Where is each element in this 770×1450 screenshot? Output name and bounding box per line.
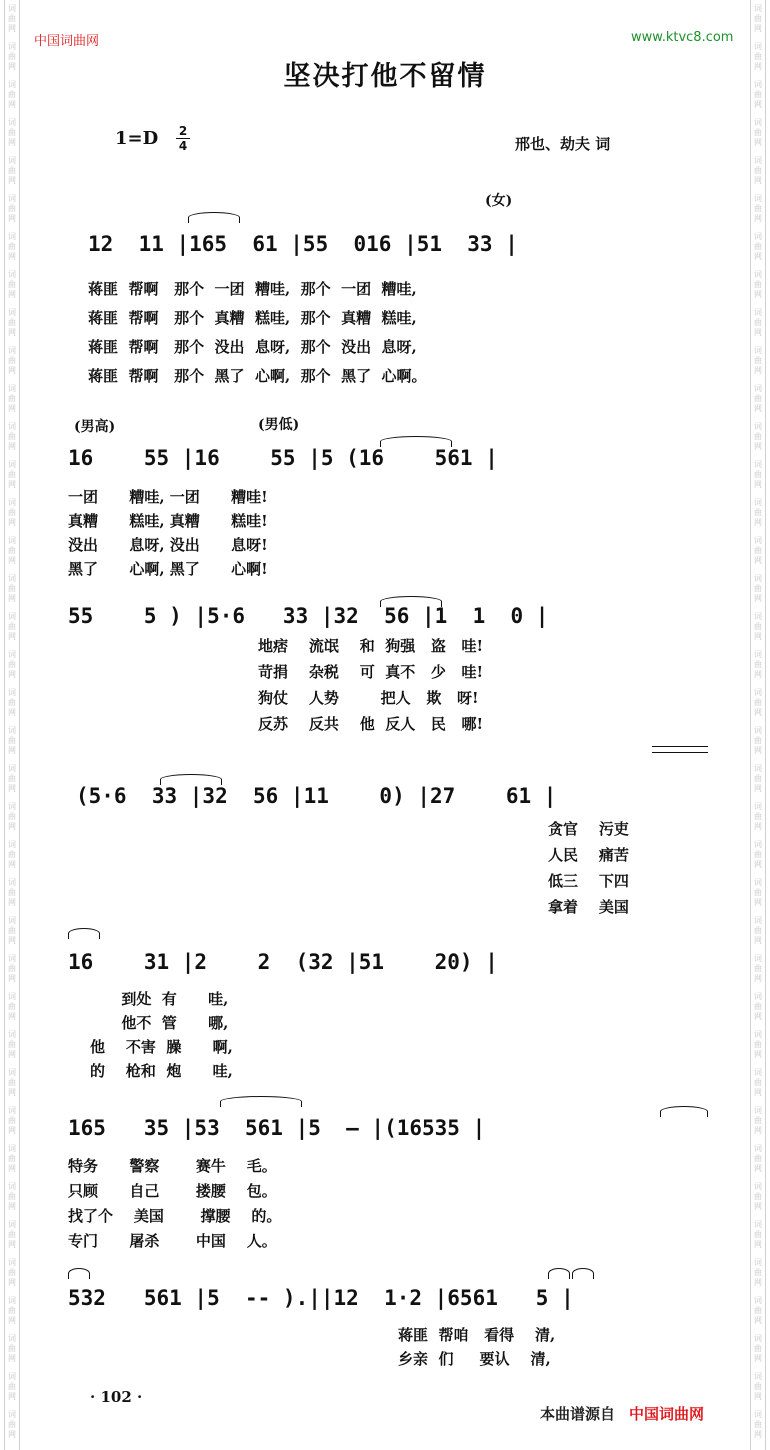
watermark-glyph: 网 — [754, 1278, 762, 1287]
watermark-glyph: 曲 — [8, 394, 16, 403]
lyric-line-7-1: 蒋匪 帮咱 看得 清, — [398, 1326, 556, 1344]
watermark-glyph: 词 — [8, 764, 16, 773]
watermark-glyph: 网 — [754, 1012, 762, 1021]
female-voice-mark: (女) — [485, 193, 513, 209]
watermark-glyph: 曲 — [754, 1154, 762, 1163]
watermark-glyph: 词 — [754, 1106, 762, 1115]
watermark-glyph: 词 — [754, 194, 762, 203]
watermark-glyph: 曲 — [754, 1268, 762, 1277]
source-site-link[interactable]: 中国词曲网 — [629, 1405, 705, 1423]
watermark-glyph: 词 — [754, 916, 762, 925]
watermark-glyph: 网 — [8, 366, 16, 375]
watermark-glyph: 网 — [754, 822, 762, 831]
watermark-glyph: 曲 — [754, 242, 762, 251]
watermark-glyph: 网 — [8, 1050, 16, 1059]
watermark-glyph: 曲 — [8, 1268, 16, 1277]
watermark-glyph: 曲 — [8, 432, 16, 441]
watermark-glyph: 网 — [8, 100, 16, 109]
watermark-glyph: 曲 — [754, 774, 762, 783]
watermark-glyph: 词 — [754, 536, 762, 545]
watermark-glyph: 网 — [754, 594, 762, 603]
lyric-line-2-3: 没出 息呀, 没出 息呀! — [68, 536, 268, 554]
lyric-line-2-4: 黑了 心啊, 黑了 心啊! — [68, 560, 268, 578]
notation-line-2: 16 55 |16 55 |5 (16 561 | — [68, 446, 498, 470]
watermark-glyph: 词 — [8, 498, 16, 507]
male-low-mark: (男低) — [258, 417, 300, 433]
watermark-glyph: 曲 — [8, 52, 16, 61]
watermark-glyph: 词 — [8, 878, 16, 887]
watermark-glyph: 网 — [754, 936, 762, 945]
watermark-glyph: 网 — [8, 1240, 16, 1249]
lyric-line-4-2: 人民 痛苦 — [548, 846, 629, 864]
watermark-glyph: 词 — [754, 840, 762, 849]
watermark-glyph: 词 — [8, 802, 16, 811]
watermark-glyph: 曲 — [754, 1344, 762, 1353]
watermark-glyph: 词 — [8, 992, 16, 1001]
watermark-glyph: 词 — [8, 840, 16, 849]
watermark-glyph: 曲 — [754, 470, 762, 479]
song-title: 坚决打他不留情 — [283, 61, 487, 92]
lyric-line-1-1: 蒋匪 帮啊 那个 一团 糟哇, 那个 一团 糟哇, — [88, 280, 417, 298]
watermark-glyph: 词 — [754, 650, 762, 659]
watermark-glyph: 曲 — [8, 1382, 16, 1391]
watermark-glyph: 曲 — [754, 584, 762, 593]
watermark-glyph: 曲 — [8, 888, 16, 897]
watermark-glyph: 词 — [8, 270, 16, 279]
watermark-glyph: 词 — [754, 308, 762, 317]
watermark-glyph: 网 — [754, 1316, 762, 1325]
slur — [548, 1268, 570, 1279]
ornament-line — [652, 746, 708, 747]
watermark-glyph: 曲 — [754, 318, 762, 327]
watermark-glyph: 网 — [8, 1278, 16, 1287]
watermark-glyph: 网 — [8, 1126, 16, 1135]
watermark-glyph: 词 — [754, 1220, 762, 1229]
notation-line-5: 16 31 |2 2 (32 |51 20) | — [68, 950, 498, 974]
watermark-glyph: 词 — [8, 460, 16, 469]
watermark-glyph: 网 — [8, 24, 16, 33]
watermark-glyph: 网 — [754, 62, 762, 71]
watermark-glyph: 词 — [754, 1068, 762, 1077]
watermark-glyph: 曲 — [8, 14, 16, 23]
lyric-line-4-4: 拿着 美国 — [548, 898, 629, 916]
watermark-glyph: 词 — [8, 536, 16, 545]
watermark-glyph: 词 — [8, 194, 16, 203]
slur — [572, 1268, 594, 1279]
lyric-line-3-3: 狗仗 人势 把人 欺 呀! — [258, 689, 479, 707]
watermark-glyph: 词 — [754, 422, 762, 431]
watermark-glyph: 曲 — [8, 926, 16, 935]
site-name-left[interactable]: 中国词曲网 — [34, 34, 100, 49]
watermark-glyph: 词 — [8, 612, 16, 621]
footer-source — [540, 1403, 704, 1424]
watermark-glyph: 曲 — [8, 660, 16, 669]
lyric-line-7-2: 乡亲 们 要认 清, — [398, 1350, 551, 1368]
watermark-glyph: 曲 — [754, 622, 762, 631]
watermark-glyph: 曲 — [754, 660, 762, 669]
watermark-glyph: 网 — [8, 328, 16, 337]
watermark-glyph: 网 — [754, 898, 762, 907]
lyric-line-1-4: 蒋匪 帮啊 那个 黑了 心啊, 那个 黑了 心啊。 — [88, 367, 427, 385]
watermark-glyph: 曲 — [8, 812, 16, 821]
watermark-glyph: 网 — [8, 670, 16, 679]
watermark-glyph: 词 — [8, 1030, 16, 1039]
watermark-glyph: 网 — [8, 518, 16, 527]
watermark-glyph: 网 — [8, 176, 16, 185]
watermark-glyph: 曲 — [754, 14, 762, 23]
watermark-glyph: 曲 — [754, 1116, 762, 1125]
watermark-glyph: 网 — [754, 1050, 762, 1059]
watermark-glyph: 网 — [8, 1392, 16, 1401]
watermark-glyph: 曲 — [754, 698, 762, 707]
watermark-glyph: 网 — [8, 860, 16, 869]
watermark-glyph: 曲 — [754, 508, 762, 517]
watermark-glyph: 词 — [8, 1334, 16, 1343]
watermark-glyph: 曲 — [754, 812, 762, 821]
watermark-glyph: 网 — [754, 1430, 762, 1439]
watermark-glyph: 网 — [8, 480, 16, 489]
watermark-glyph: 词 — [754, 1410, 762, 1419]
watermark-glyph: 网 — [8, 898, 16, 907]
watermark-glyph: 曲 — [754, 850, 762, 859]
watermark-glyph: 曲 — [8, 584, 16, 593]
lyric-line-6-1: 特务 警察 赛牛 毛。 — [68, 1157, 277, 1175]
watermark-glyph: 词 — [8, 308, 16, 317]
lyric-line-6-4: 专门 屠杀 中国 人。 — [68, 1232, 277, 1250]
watermark-glyph: 曲 — [754, 1002, 762, 1011]
watermark-glyph: 曲 — [8, 774, 16, 783]
notation-line-1: 12 11 |165 61 |55 016 |51 33 | — [88, 232, 518, 256]
notation-line-4: (5·6 33 |32 56 |11 0) |27 61 | — [76, 784, 557, 808]
watermark-glyph: 曲 — [8, 166, 16, 175]
watermark-glyph: 曲 — [754, 736, 762, 745]
watermark-glyph: 曲 — [754, 394, 762, 403]
watermark-glyph: 词 — [754, 1372, 762, 1381]
watermark-glyph: 网 — [8, 1316, 16, 1325]
source-label: 本曲谱源自 — [540, 1405, 616, 1423]
watermark-glyph: 网 — [8, 822, 16, 831]
watermark-glyph: 网 — [8, 632, 16, 641]
lyric-line-3-4: 反苏 反共 他 反人 民 哪! — [258, 715, 484, 733]
watermark-glyph: 网 — [754, 1354, 762, 1363]
watermark-glyph: 网 — [754, 1240, 762, 1249]
watermark-glyph: 曲 — [8, 850, 16, 859]
watermark-glyph: 词 — [754, 156, 762, 165]
watermark-glyph: 词 — [8, 954, 16, 963]
watermark-glyph: 曲 — [8, 546, 16, 555]
time-top: 2 — [178, 124, 188, 138]
watermark-glyph: 曲 — [754, 280, 762, 289]
lyric-line-2-2: 真糟 糕哇, 真糟 糕哇! — [68, 512, 268, 530]
watermark-glyph: 曲 — [8, 1192, 16, 1201]
watermark-glyph: 词 — [754, 954, 762, 963]
watermark-glyph: 曲 — [8, 622, 16, 631]
watermark-glyph: 词 — [8, 80, 16, 89]
lyric-line-5-2: 他不 管 哪, — [90, 1014, 229, 1032]
watermark-glyph: 词 — [754, 878, 762, 887]
watermark-glyph: 词 — [8, 1182, 16, 1191]
page-number: · 102 · — [90, 1388, 143, 1406]
watermark-glyph: 词 — [8, 42, 16, 51]
left-watermark-strip — [4, 0, 20, 1450]
watermark-glyph: 网 — [8, 290, 16, 299]
watermark-glyph: 网 — [754, 1202, 762, 1211]
watermark-glyph: 曲 — [8, 1344, 16, 1353]
watermark-glyph: 曲 — [754, 926, 762, 935]
watermark-glyph: 曲 — [8, 508, 16, 517]
male-high-mark: (男高) — [74, 419, 116, 435]
watermark-glyph: 曲 — [8, 1078, 16, 1087]
watermark-glyph: 网 — [754, 1164, 762, 1173]
right-watermark-strip — [750, 0, 766, 1450]
watermark-glyph: 词 — [8, 156, 16, 165]
lyricist-credit: 邢也、劫夫 词 — [515, 135, 611, 153]
watermark-glyph: 词 — [8, 1106, 16, 1115]
ornament-line — [652, 752, 708, 753]
watermark-glyph: 曲 — [8, 1306, 16, 1315]
watermark-glyph: 网 — [8, 1088, 16, 1097]
watermark-glyph: 曲 — [8, 470, 16, 479]
watermark-glyph: 曲 — [754, 204, 762, 213]
watermark-glyph: 网 — [754, 1126, 762, 1135]
slur — [220, 1096, 302, 1107]
watermark-glyph: 词 — [754, 42, 762, 51]
lyric-line-3-2: 苛捐 杂税 可 真不 少 哇! — [258, 663, 484, 681]
watermark-glyph: 曲 — [8, 736, 16, 745]
watermark-glyph: 网 — [754, 138, 762, 147]
watermark-glyph: 词 — [8, 1068, 16, 1077]
watermark-glyph: 网 — [754, 442, 762, 451]
watermark-glyph: 词 — [754, 1182, 762, 1191]
watermark-glyph: 词 — [8, 4, 16, 13]
watermark-glyph: 网 — [8, 974, 16, 983]
watermark-glyph: 词 — [754, 726, 762, 735]
watermark-glyph: 曲 — [754, 356, 762, 365]
watermark-glyph: 网 — [754, 708, 762, 717]
slur — [188, 212, 240, 223]
watermark-glyph: 词 — [8, 726, 16, 735]
time-bottom: 4 — [176, 138, 190, 153]
watermark-glyph: 网 — [8, 556, 16, 565]
lyric-line-5-3: 他 不害 臊 啊, — [90, 1038, 233, 1056]
watermark-glyph: 网 — [8, 784, 16, 793]
watermark-glyph: 曲 — [8, 318, 16, 327]
watermark-glyph: 词 — [8, 422, 16, 431]
watermark-glyph: 词 — [754, 346, 762, 355]
watermark-glyph: 网 — [754, 24, 762, 33]
watermark-glyph: 曲 — [8, 356, 16, 365]
lyric-line-1-3: 蒋匪 帮啊 那个 没出 息呀, 那个 没出 息呀, — [88, 338, 417, 356]
watermark-glyph: 网 — [8, 936, 16, 945]
watermark-glyph: 词 — [8, 1296, 16, 1305]
watermark-glyph: 曲 — [8, 1154, 16, 1163]
watermark-glyph: 网 — [754, 746, 762, 755]
watermark-glyph: 词 — [754, 384, 762, 393]
watermark-glyph: 网 — [754, 518, 762, 527]
slur — [660, 1106, 708, 1117]
watermark-glyph: 曲 — [8, 280, 16, 289]
watermark-glyph: 词 — [8, 574, 16, 583]
watermark-glyph: 词 — [754, 460, 762, 469]
watermark-glyph: 词 — [754, 1334, 762, 1343]
watermark-glyph: 网 — [754, 328, 762, 337]
watermark-glyph: 网 — [8, 252, 16, 261]
watermark-glyph: 网 — [754, 100, 762, 109]
watermark-glyph: 网 — [754, 784, 762, 793]
time-signature — [176, 124, 190, 153]
watermark-glyph: 词 — [754, 1258, 762, 1267]
watermark-glyph: 网 — [8, 404, 16, 413]
watermark-glyph: 曲 — [8, 128, 16, 137]
watermark-glyph: 曲 — [754, 1230, 762, 1239]
watermark-glyph: 曲 — [8, 964, 16, 973]
watermark-glyph: 词 — [8, 384, 16, 393]
watermark-glyph: 词 — [754, 80, 762, 89]
watermark-glyph: 曲 — [8, 90, 16, 99]
watermark-glyph: 曲 — [754, 1420, 762, 1429]
watermark-glyph: 网 — [754, 1392, 762, 1401]
watermark-glyph: 网 — [754, 252, 762, 261]
lyric-line-4-1: 贪官 污吏 — [548, 820, 629, 838]
watermark-glyph: 曲 — [754, 964, 762, 973]
watermark-glyph: 词 — [8, 916, 16, 925]
watermark-glyph: 曲 — [754, 90, 762, 99]
watermark-glyph: 曲 — [8, 1040, 16, 1049]
watermark-glyph: 网 — [8, 442, 16, 451]
watermark-glyph: 曲 — [754, 546, 762, 555]
watermark-glyph: 曲 — [8, 204, 16, 213]
slur — [68, 1268, 90, 1279]
slur — [68, 928, 100, 939]
watermark-glyph: 网 — [754, 860, 762, 869]
watermark-glyph: 词 — [754, 1296, 762, 1305]
watermark-glyph: 曲 — [8, 1230, 16, 1239]
watermark-glyph: 词 — [8, 118, 16, 127]
watermark-glyph: 曲 — [754, 1078, 762, 1087]
watermark-glyph: 网 — [754, 480, 762, 489]
watermark-glyph: 网 — [8, 214, 16, 223]
watermark-glyph: 词 — [8, 650, 16, 659]
watermark-glyph: 词 — [754, 232, 762, 241]
watermark-glyph: 词 — [754, 574, 762, 583]
site-url-right[interactable]: www.ktvc8.com — [631, 30, 734, 45]
watermark-glyph: 词 — [754, 802, 762, 811]
watermark-glyph: 网 — [754, 556, 762, 565]
watermark-glyph: 曲 — [754, 1306, 762, 1315]
watermark-glyph: 词 — [8, 1144, 16, 1153]
watermark-glyph: 曲 — [754, 1040, 762, 1049]
watermark-glyph: 曲 — [754, 1192, 762, 1201]
watermark-glyph: 网 — [754, 974, 762, 983]
watermark-glyph: 曲 — [8, 1420, 16, 1429]
watermark-glyph: 词 — [754, 992, 762, 1001]
watermark-glyph: 网 — [754, 1088, 762, 1097]
watermark-glyph: 网 — [8, 1012, 16, 1021]
watermark-glyph: 词 — [754, 4, 762, 13]
watermark-glyph: 网 — [8, 708, 16, 717]
watermark-glyph: 词 — [754, 498, 762, 507]
watermark-glyph: 曲 — [754, 1382, 762, 1391]
watermark-glyph: 词 — [8, 346, 16, 355]
watermark-glyph: 网 — [8, 1430, 16, 1439]
watermark-glyph: 网 — [8, 594, 16, 603]
watermark-glyph: 词 — [8, 1372, 16, 1381]
watermark-glyph: 词 — [8, 1220, 16, 1229]
watermark-glyph: 词 — [754, 612, 762, 621]
watermark-glyph: 曲 — [8, 242, 16, 251]
watermark-glyph: 曲 — [754, 432, 762, 441]
notation-line-3: 55 5 ) |5·6 33 |32 56 |1 1 0 | — [68, 604, 549, 628]
notation-line-6: 165 35 |53 561 |5 — |(16535 | — [68, 1116, 486, 1140]
watermark-glyph: 词 — [754, 764, 762, 773]
lyric-line-6-3: 找了个 美国 撑腰 的。 — [68, 1207, 282, 1225]
watermark-glyph: 网 — [8, 1354, 16, 1363]
lyric-line-3-1: 地痞 流氓 和 狗强 盗 哇! — [258, 637, 484, 655]
watermark-glyph: 词 — [8, 688, 16, 697]
watermark-glyph: 曲 — [754, 52, 762, 61]
watermark-glyph: 网 — [8, 1202, 16, 1211]
lyric-line-1-2: 蒋匪 帮啊 那个 真糟 糕哇, 那个 真糟 糕哇, — [88, 309, 417, 327]
watermark-glyph: 词 — [754, 1030, 762, 1039]
watermark-glyph: 网 — [754, 404, 762, 413]
watermark-glyph: 网 — [754, 214, 762, 223]
watermark-glyph: 网 — [754, 366, 762, 375]
watermark-glyph: 曲 — [754, 128, 762, 137]
lyric-line-5-4: 的 枪和 炮 哇, — [90, 1062, 233, 1080]
watermark-glyph: 网 — [754, 632, 762, 641]
watermark-glyph: 曲 — [8, 1116, 16, 1125]
watermark-glyph: 词 — [8, 1410, 16, 1419]
watermark-glyph: 网 — [8, 62, 16, 71]
lyric-line-5-1: 到处 有 哇, — [90, 990, 229, 1008]
watermark-glyph: 网 — [8, 138, 16, 147]
watermark-glyph: 词 — [8, 232, 16, 241]
watermark-glyph: 网 — [754, 290, 762, 299]
watermark-glyph: 词 — [8, 1258, 16, 1267]
watermark-glyph: 词 — [754, 118, 762, 127]
lyric-line-4-3: 低三 下四 — [548, 872, 629, 890]
watermark-glyph: 网 — [754, 176, 762, 185]
watermark-glyph: 曲 — [8, 698, 16, 707]
watermark-glyph: 曲 — [754, 888, 762, 897]
watermark-glyph: 词 — [754, 688, 762, 697]
lyric-line-6-2: 只顾 自己 搂腰 包。 — [68, 1182, 277, 1200]
watermark-glyph: 网 — [8, 1164, 16, 1173]
key-signature: 1=D — [115, 128, 159, 149]
watermark-glyph: 曲 — [754, 166, 762, 175]
notation-line-7: 532 561 |5 -- ).||12 1·2 |6561 5 | — [68, 1286, 574, 1310]
watermark-glyph: 词 — [754, 1144, 762, 1153]
watermark-glyph: 网 — [754, 670, 762, 679]
watermark-glyph: 词 — [754, 270, 762, 279]
watermark-glyph: 网 — [8, 746, 16, 755]
watermark-glyph: 曲 — [8, 1002, 16, 1011]
lyric-line-2-1: 一团 糟哇, 一团 糟哇! — [68, 488, 268, 506]
